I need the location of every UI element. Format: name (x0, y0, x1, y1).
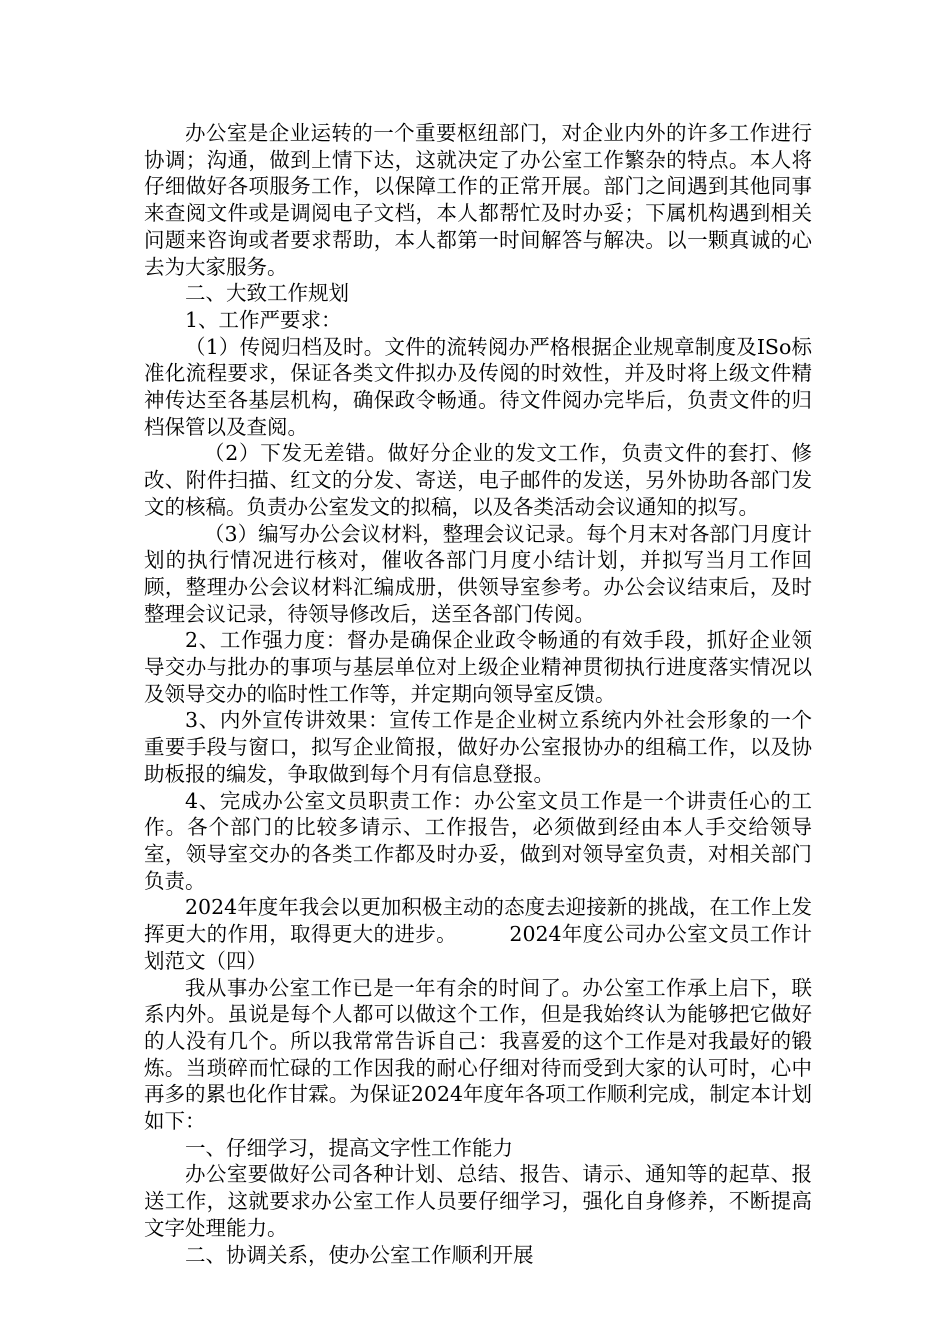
section-heading-work-plan: 二、大致工作规划 (185, 281, 349, 306)
section-heading-study: 一、仔细学习，提高文字性工作能力 (185, 1135, 513, 1160)
paragraph-publicity: 3、内外宣传讲效果：宣传工作是企业树立系统内外社会形象的一个重要手段与窗口，拟写企业简报，做好办公室报协办的组稿工作，以及协助板报的编发，争取做到每个月有信息登报。 (144, 708, 812, 786)
paragraph-personal-intro: 我从事办公室工作已是一年有余的时间了。办公室工作承上启下，联系内外。虽说是每个人都可以做这个工作，但是我始终认为能够把它做好的人没有几个。所以我常常告诉自己：我喜爱的这个工作是对我最好的锻炼。当琐碎而忙碌的工作因我的耐心仔细对待而受到大家的认可时，心中再多的累也化作甘霖。为保证2024年度年各项工作顺利完成，制定本计划如下： (144, 975, 812, 1134)
paragraph-clerk-duties: 4、完成办公室文员职责工作：办公室文员工作是一个讲责任心的工作。各个部门的比较多请示、工作报告，必须做到经由本人手交给领导室，领导室交办的各类工作都及时办妥，做到对领导室负责，对相关部门负责。 (144, 788, 812, 893)
document-body (144, 120, 812, 1268)
section-heading-coordination: 二、协调关系，使办公室工作顺利开展 (185, 1242, 534, 1267)
paragraph-item-3-meeting-materials: （3）编写办公会议材料，整理会议记录。每个月末对各部门月度计划的执行情况进行核对，催收各部门月度小结计划，并拟写当月工作回顾，整理办公会议材料汇编成册，供领导室参考。办公会议结束后，及时整理会议记录，待领导修改后，送至各部门传阅。 (144, 521, 812, 626)
subheading-strict-requirements: 1、工作严要求： (185, 307, 342, 332)
paragraph-2024-outlook: 2024年度年我会以更加积极主动的态度去迎接新的挑战，在工作上发挥更大的作用，取得更大的进步。 2024年度公司办公室文员工作计划范文（四） (144, 895, 812, 973)
paragraph-office-overview: 办公室是企业运转的一个重要枢纽部门，对企业内外的许多工作进行协调；沟通，做到上情下达，这就决定了办公室工作繁杂的特点。本人将仔细做好各项服务工作，以保障工作的正常开展。部门之间遇到其他同事来查阅文件或是调阅电子文档，本人都帮忙及时办妥；下属机构遇到相关问题来咨询或者要求帮助，本人都第一时间解答与解决。以一颗真诚的心去为大家服务。 (144, 121, 812, 279)
paragraph-item-2-dispatch: （2）下发无差错。做好分企业的发文工作，负责文件的套打、修改、附件扫描、红文的分发、寄送，电子邮件的发送，另外协助各部门发文的核稿。负责办公室发文的拟稿，以及各类活动会议通知的拟写。 (144, 441, 812, 519)
paragraph-item-1-archiving: （1）传阅归档及时。文件的流转阅办严格根据企业规章制度及ISo标准化流程要求，保证各类文件拟办及传阅的时效性，并及时将上级文件精神传达至各基层机构，确保政令畅通。待文件阅办完毕后，负责文件的归档保管以及查阅。 (144, 334, 812, 439)
paragraph-writing-skills: 办公室要做好公司各种计划、总结、报告、请示、通知等的起草、报送工作，这就要求办公室工作人员要仔细学习，强化自身修养，不断提高文字处理能力。 (144, 1162, 812, 1240)
paragraph-work-intensity: 2、工作强力度：督办是确保企业政令畅通的有效手段，抓好企业领导交办与批办的事项与基层单位对上级企业精神贯彻执行进度落实情况以及领导交办的临时性工作等，并定期向领导室反馈。 (144, 628, 812, 706)
